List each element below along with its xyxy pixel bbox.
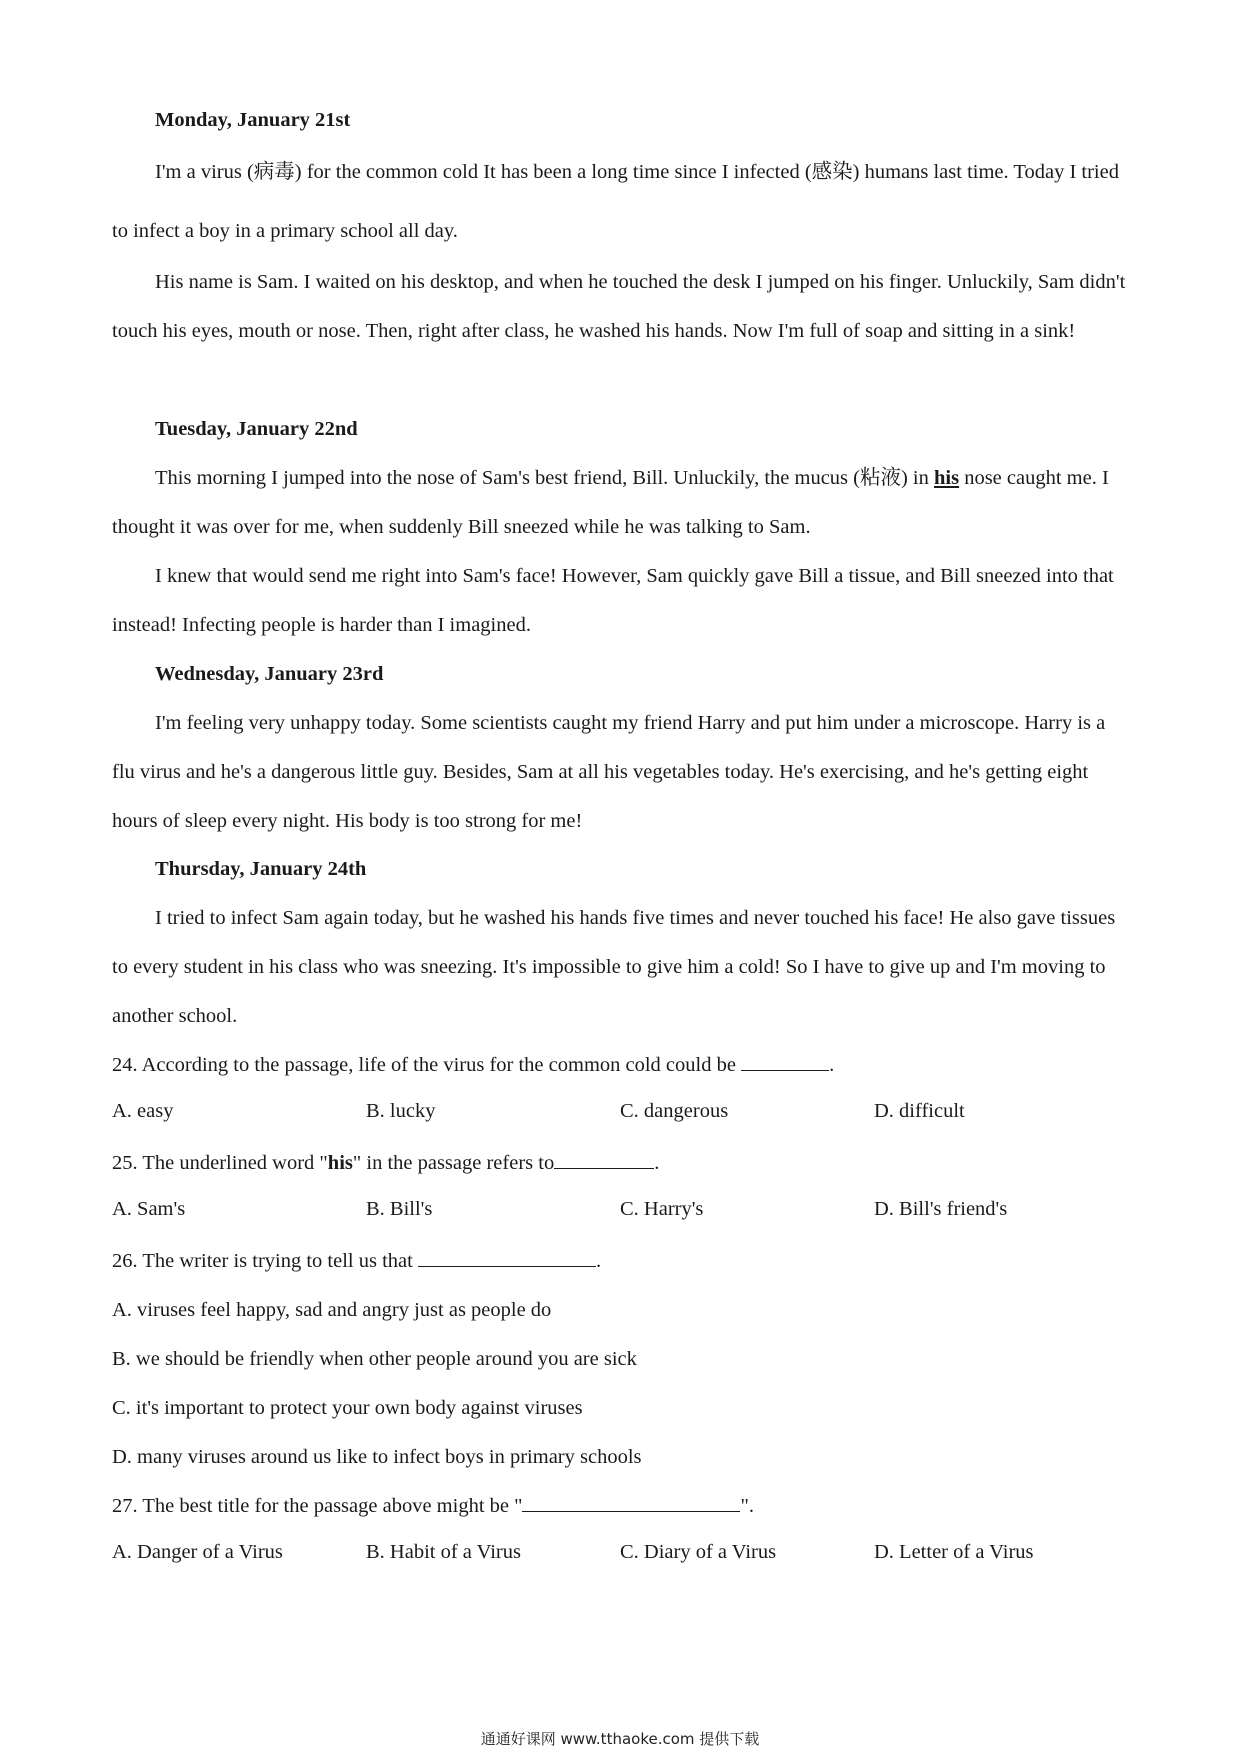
- footer-source: 通通好课网 www.tthaoke.com 提供下载: [480, 1730, 760, 1748]
- option-a[interactable]: A. Danger of a Virus: [112, 1541, 283, 1563]
- question-24: [112, 1041, 1132, 1090]
- question-text: " in the passage refers to: [352, 1152, 555, 1174]
- monday-paragraph-2: His name is Sam. I waited on his desktop, and when he touched the desk I jumped on his finger. Unluckily, Sam didn't touch his eyes, mouth or nose. Then, right after class, he washed his hands. Now I'm full of soap and sitting in a sink!: [112, 271, 1126, 342]
- question-26-option-b[interactable]: B. we should be friendly when other people around you are sick: [112, 1348, 637, 1370]
- underlined-word-his: his: [934, 467, 960, 489]
- question-keyword: his: [327, 1152, 353, 1174]
- option-c[interactable]: C. Harry's: [620, 1198, 704, 1220]
- question-26: [112, 1237, 1132, 1286]
- option-d[interactable]: D. Bill's friend's: [874, 1198, 1008, 1220]
- question-text: .: [829, 1054, 835, 1076]
- question-text: .: [595, 1250, 602, 1272]
- entry-date-monday: Monday, January 21st: [155, 109, 351, 131]
- question-26-option-a[interactable]: A. viruses feel happy, sad and angry just as people do: [112, 1299, 552, 1321]
- thursday-paragraph-1: I tried to infect Sam again today, but he washed his hands five times and never touched his face! He also gave tissues to every student in his class who was sneezing. It's impossible to give him a cold! So I have to give up and I'm moving to another school.: [112, 907, 1116, 1027]
- question-text: 27. The best title for the passage above might be ": [112, 1495, 523, 1517]
- answer-blank: [741, 1052, 829, 1071]
- option-d[interactable]: D. difficult: [874, 1100, 965, 1122]
- option-c[interactable]: C. Diary of a Virus: [620, 1541, 777, 1563]
- text-span: This morning I jumped into the nose of Sam's best friend, Bill. Unluckily, the mucus (粘液) in: [155, 467, 934, 489]
- tuesday-paragraph-1: [112, 454, 1132, 552]
- answer-blank: [522, 1493, 740, 1512]
- option-b[interactable]: B. Habit of a Virus: [366, 1541, 521, 1563]
- question-text: 26. The writer is trying to tell us that: [112, 1250, 418, 1272]
- option-b[interactable]: B. Bill's: [366, 1198, 433, 1220]
- question-text: 25. The underlined word ": [112, 1152, 328, 1174]
- question-25: [112, 1139, 1132, 1188]
- question-27: [112, 1482, 1132, 1531]
- question-text: .: [654, 1152, 660, 1174]
- monday-paragraph-1: I'm a virus (病毒) for the common cold It has been a long time since I infected (感染) humans last time. Today I tried to infect a boy in a primary school all day.: [112, 161, 1119, 242]
- question-27-options: [112, 1541, 1132, 1581]
- option-b[interactable]: B. lucky: [366, 1100, 436, 1122]
- option-a[interactable]: A. easy: [112, 1100, 174, 1122]
- entry-date-tuesday: Tuesday, January 22nd: [155, 418, 358, 440]
- answer-blank: [418, 1248, 596, 1267]
- text-span: nose caught me. I thought it was over for me, when suddenly Bill sneezed while he was talking to Sam.: [112, 467, 1109, 538]
- entry-date-wednesday: Wednesday, January 23rd: [155, 663, 384, 685]
- question-26-option-c[interactable]: C. it's important to protect your own body against viruses: [112, 1397, 583, 1419]
- question-text: 24. According to the passage, life of the virus for the common cold could be: [112, 1054, 742, 1076]
- question-text: ".: [740, 1495, 754, 1517]
- question-25-options: [112, 1198, 1132, 1238]
- question-26-option-d[interactable]: D. many viruses around us like to infect boys in primary schools: [112, 1446, 642, 1468]
- option-a[interactable]: A. Sam's: [112, 1198, 186, 1220]
- entry-date-thursday: Thursday, January 24th: [155, 858, 367, 880]
- question-24-options: [112, 1100, 1132, 1140]
- option-d[interactable]: D. Letter of a Virus: [874, 1541, 1034, 1563]
- option-c[interactable]: C. dangerous: [620, 1100, 729, 1122]
- answer-blank: [554, 1150, 654, 1169]
- tuesday-paragraph-2: I knew that would send me right into Sam's face! However, Sam quickly gave Bill a tissue, and Bill sneezed into that instead! Infecting people is harder than I imagined.: [112, 565, 1114, 636]
- wednesday-paragraph-1: I'm feeling very unhappy today. Some scientists caught my friend Harry and put him under a microscope. Harry is a flu virus and he's a dangerous little guy. Besides, Sam at all his vegetables today. He's exercising, and he's getting eight hours of sleep every night. His body is too strong for me!: [112, 712, 1106, 832]
